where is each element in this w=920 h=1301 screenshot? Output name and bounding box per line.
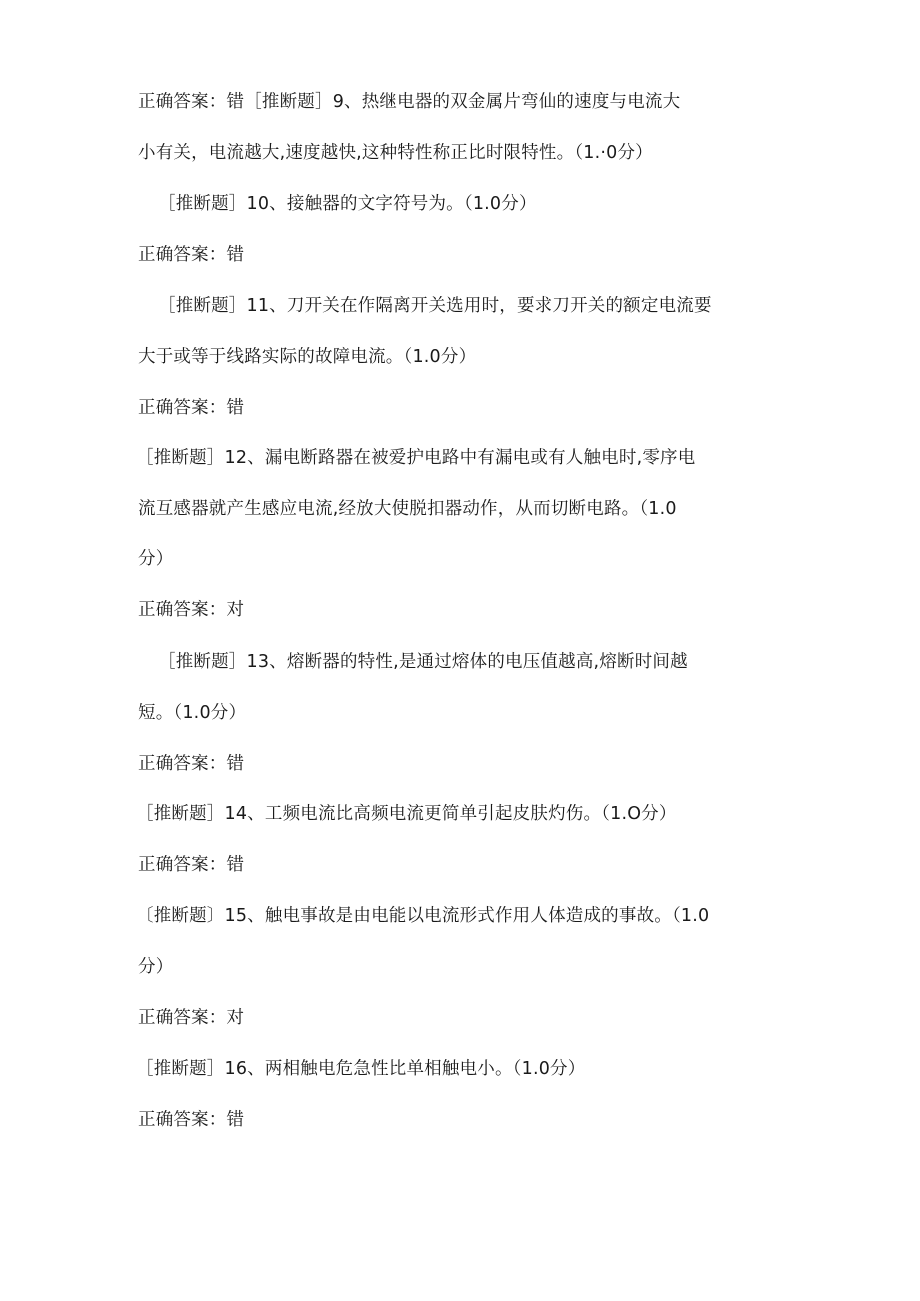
- answer-14: 正确答案：错: [138, 855, 245, 875]
- text-line: 正确答案：错［推断题］9、热继电器的双金属片弯仙的速度与电流大: [138, 92, 681, 112]
- question-15: 〔推断题〕15、触电事故是由电能以电流形式作用人体造成的事故。（1.0: [136, 906, 710, 926]
- answer-16: 正确答案：错: [138, 1110, 245, 1130]
- question-11: ［推断题］11、刀开关在作隔离开关选用时，要求刀开关的额定电流要: [158, 296, 712, 316]
- text-line: 短。（1.0分）: [138, 703, 247, 723]
- answer-11: 正确答案：错: [138, 398, 245, 418]
- question-10: ［推断题］10、接触器的文字符号为。（1.0分）: [158, 194, 537, 214]
- answer-10: 正确答案：错: [138, 245, 245, 265]
- text-line: 小有关，电流越大,速度越快,这种特性称正比时限特性。（1.·0分）: [138, 143, 653, 163]
- question-16: ［推断题］16、两相触电危急性比单相触电小。（1.0分）: [136, 1059, 586, 1079]
- question-12: ［推断题］12、漏电断路器在被爱护电路中有漏电或有人触电时,零序电: [136, 448, 696, 468]
- text-line: 分）: [138, 957, 174, 977]
- answer-15: 正确答案：对: [138, 1008, 245, 1028]
- answer-13: 正确答案：错: [138, 754, 245, 774]
- question-14: ［推断题］14、工频电流比高频电流更简单引起皮肤灼伤。（1.O分）: [136, 804, 677, 824]
- text-line: 大于或等于线路实际的故障电流。（1.0分）: [138, 347, 477, 367]
- answer-12: 正确答案：对: [138, 600, 245, 620]
- text-line: 流互感器就产生感应电流,经放大使脱扣器动作，从而切断电路。（1.0: [138, 499, 677, 519]
- question-13: ［推断题］13、熔断器的特性,是通过熔体的电压值越高,熔断时间越: [158, 652, 688, 672]
- text-line: 分）: [138, 549, 174, 569]
